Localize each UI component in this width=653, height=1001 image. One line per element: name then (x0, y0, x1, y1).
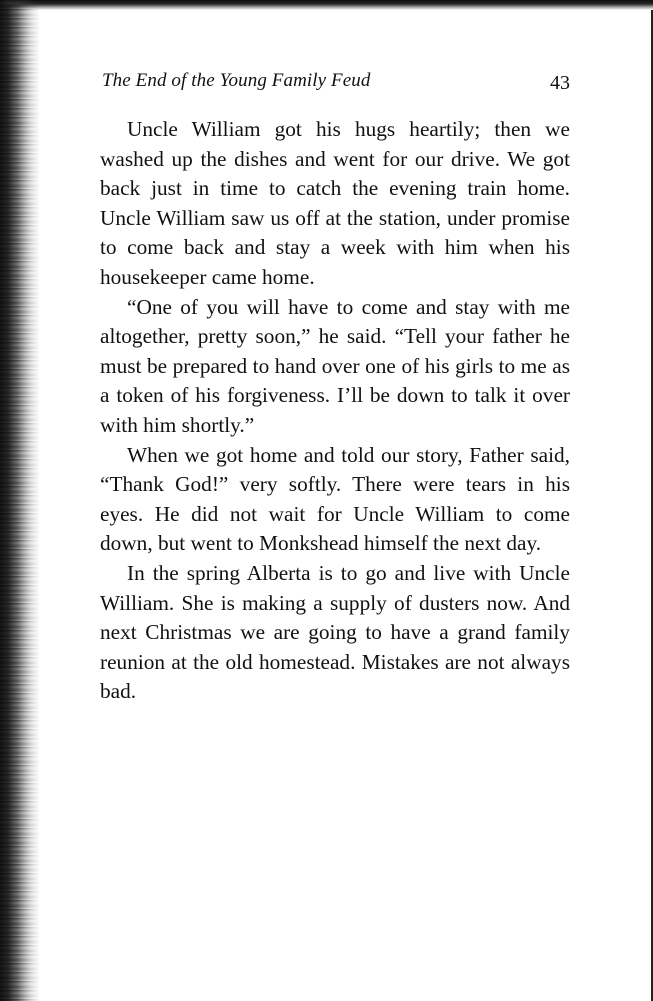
paragraph: When we got home and told our story, Father said, “Thank God!” very softly. There were tears in his eyes. He did not wait for Uncle William to come down, but went to Monkshead himself the next day. (100, 442, 570, 556)
paragraph: “One of you will have to come and stay with me altogether, pretty soon,” he said. “Tell your father he must be prepared to hand over one of his girls to me as a token of his forgiveness. I’ll be down to talk it over with him shortly.” (100, 294, 570, 437)
paragraph: Uncle William got his hugs heartily; then we washed up the dishes and went for our drive. We got back just in time to catch the evening train home. Uncle William saw us off at the station, under promise to come back and stay a week with him when his housekeeper came home. (100, 117, 570, 289)
chapter-title: The End of the Young Family Feud (102, 70, 371, 91)
scan-top-edge (0, 0, 653, 10)
page-number: 43 (550, 72, 570, 94)
body-text (100, 115, 570, 707)
paragraph: In the spring Alberta is to go and live with Uncle William. She is making a supply of dusters now. And next Christmas we are going to have a grand family reunion at the old homestead. Mistakes are not always bad. (100, 560, 570, 704)
running-head (102, 70, 570, 98)
scan-binding-shadow (0, 0, 40, 1001)
